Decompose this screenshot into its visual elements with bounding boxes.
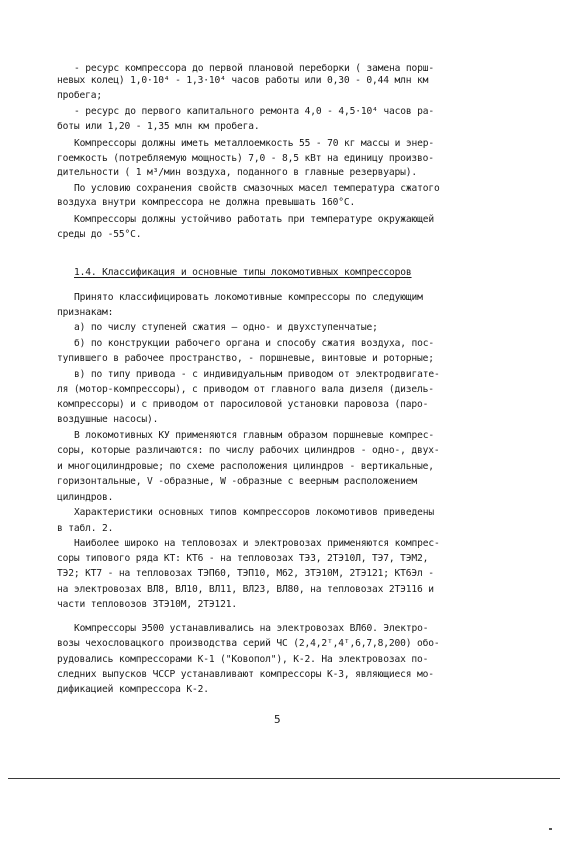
text-line: ля (мотор-компрессоры), с приводом от главного вала дизеля (дизель- — [57, 384, 434, 395]
section-heading: 1.4. Классификация и основные типы локомотивных компрессоров — [74, 267, 412, 278]
text-line: горизонтальные, V -образные, W -образные с веерным расположением — [57, 476, 418, 487]
text-line: цилиндров. — [57, 492, 114, 503]
text-line: б) по конструкции рабочего органа и способу сжатия воздуха, пос- — [74, 338, 435, 349]
text-line: гоемкость (потребляемую мощность) 7,0 - 8,5 кВт на единицу произво- — [57, 153, 434, 164]
text-line: Принято классифицировать локомотивные компрессоры по следующим — [74, 292, 423, 303]
text-line: Компрессоры должны иметь металлоемкость 55 - 70 кг массы и энер- — [74, 138, 435, 149]
text-line: Компрессоры должны устойчиво работать при температуре окружающей — [74, 214, 435, 225]
text-line: боты или 1,20 - 1,35 млн км пробега. — [57, 121, 260, 132]
page-number: 5 — [274, 713, 281, 726]
text-line: соры, которые различаются: по числу рабочих цилиндров - одно-, двух- — [57, 445, 440, 456]
text-line: Компрессоры Э500 устанавливались на электровозах ВЛ60. Электро- — [74, 623, 429, 634]
text-line: Характеристики основных типов компрессоров локомотивов приведены — [74, 507, 435, 518]
text-line: на электровозах ВЛ8, ВЛ10, ВЛ11, ВЛ23, ВЛ80, на тепловозах 2ТЭ116 и — [57, 584, 434, 595]
text-line: возы чехословацкого производства серий ЧС (2,4,2ᵀ,4ᵀ,6,7,8,200) обо- — [57, 638, 440, 649]
text-line: ТЭ2; КТ7 - на тепловозах ТЭП60, ТЭП10, М62, 3ТЭ10М, 2ТЭ121; КТ6Эл - — [57, 568, 434, 579]
text-line: признакам: — [57, 307, 114, 318]
text-line: Наиболее широко на тепловозах и электровозах применяются компрес- — [74, 538, 440, 549]
text-line: В локомотивных КУ применяются главным образом поршневые компрес- — [74, 430, 435, 441]
text-line: пробега; — [57, 90, 103, 101]
text-line: а) по числу ступеней сжатия – одно- и двухступенчатые; — [74, 322, 378, 333]
text-line: следних выпусков ЧССР устанавливают компрессоры К-3, являющиеся мо- — [57, 669, 434, 680]
text-line: - ресурс до первого капитального ремонта 4,0 - 4,5·10⁴ часов ра- — [74, 106, 435, 117]
text-line: и многоцилиндровые; по схеме расположения цилиндров - вертикальные, — [57, 461, 434, 472]
text-line: невых колец) 1,0·10⁴ - 1,3·10⁴ часов работы или 0,30 - 0,44 млн км — [57, 75, 429, 86]
scan-mark — [549, 828, 552, 830]
text-line: в табл. 2. — [57, 523, 114, 534]
text-line: среды до -55°С. — [57, 229, 142, 240]
bottom-rule — [8, 778, 560, 779]
text-line: части тепловозов 3ТЭ10М, 2ТЭ121. — [57, 599, 238, 610]
text-line: компрессоры) и с приводом от паросиловой установки паровоза (паро- — [57, 399, 429, 410]
text-line: тупившего в рабочее пространство, - поршневые, винтовые и роторные; — [57, 353, 434, 364]
text-line: воздуха внутри компрессора не должна превышать 160°С. — [57, 197, 356, 208]
text-line: По условию сохранения свойств смазочных масел температура сжатого — [74, 183, 440, 194]
text-line: соры типового ряда КТ: КТ6 - на тепловозах ТЭ3, 2ТЭ10Л, ТЭ7, ТЭМ2, — [57, 553, 429, 564]
text-line: воздушные насосы). — [57, 414, 159, 425]
text-line: - ресурс компрессора до первой плановой переборки ( замена порш- — [74, 63, 435, 74]
text-line: дификацией компрессора К-2. — [57, 684, 209, 695]
text-line: в) по типу привода - с индивидуальным приводом от электродвигате- — [74, 369, 440, 380]
text-line: рудовались компрессорами К-1 ("Ковопол"), К-2. На электровозах по- — [57, 654, 429, 665]
text-line: дительности ( 1 м³/мин воздуха, поданного в главные резервуары). — [57, 167, 418, 178]
